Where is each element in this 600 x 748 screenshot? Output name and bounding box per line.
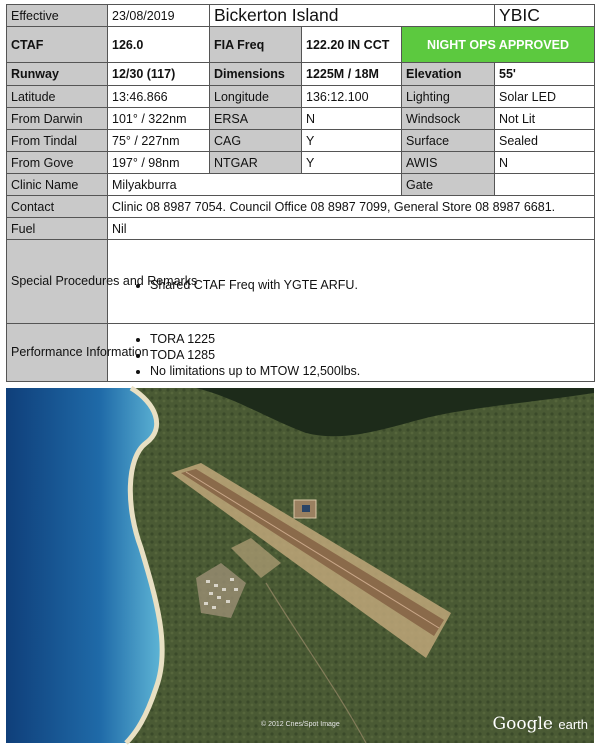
- cag-label: CAG: [210, 130, 302, 152]
- special-procedures-list: [112, 277, 590, 293]
- awis-value: N: [495, 152, 595, 174]
- gate-value: [495, 174, 595, 196]
- effective-label: Effective: [7, 5, 108, 27]
- airport-info-table: [6, 4, 595, 382]
- from-tindal-value: 75° / 227nm: [108, 130, 210, 152]
- from-tindal-label: From Tindal: [7, 130, 108, 152]
- dimensions-value: 1225M / 18M: [302, 63, 402, 86]
- contact-label: Contact: [7, 196, 108, 218]
- elevation-value: 55': [495, 63, 595, 86]
- icao-code: YBIC: [495, 5, 595, 27]
- performance-info-list: [112, 331, 590, 379]
- gate-label: Gate: [402, 174, 495, 196]
- longitude-label: Longitude: [210, 86, 302, 108]
- fia-freq-label: FIA Freq: [210, 27, 302, 63]
- runway-label: Runway: [7, 63, 108, 86]
- surface-value: Sealed: [495, 130, 595, 152]
- runway-value: 12/30 (117): [108, 63, 210, 86]
- fuel-label: Fuel: [7, 218, 108, 240]
- aerial-photo-graphic: [6, 388, 594, 743]
- ctaf-label: CTAF: [7, 27, 108, 63]
- performance-info-cell: [108, 324, 595, 382]
- aerial-photo: [6, 388, 594, 743]
- clinic-name-value: Milyakburra: [108, 174, 402, 196]
- clinic-name-label: Clinic Name: [7, 174, 108, 196]
- cag-value: Y: [302, 130, 402, 152]
- performance-item: • TODA 1285: [150, 347, 590, 363]
- latitude-value: 13:46.866: [108, 86, 210, 108]
- fuel-value: Nil: [108, 218, 595, 240]
- google-logo-text: Google: [492, 714, 553, 734]
- google-earth-logo: [493, 714, 588, 734]
- special-procedures-label: Special Procedures and Remarks: [7, 240, 108, 324]
- special-procedure-item: • Shared CTAF Freq with YGTE ARFU.: [150, 277, 590, 293]
- contact-value: Clinic 08 8987 7054. Council Office 08 8987 7099, General Store 08 8987 6681.: [108, 196, 595, 218]
- performance-item: • TORA 1225: [150, 331, 590, 347]
- ntgar-label: NTGAR: [210, 152, 302, 174]
- ntgar-value: Y: [302, 152, 402, 174]
- ctaf-value: 126.0: [108, 27, 210, 63]
- from-gove-value: 197° / 98nm: [108, 152, 210, 174]
- special-procedures-cell: [108, 240, 595, 324]
- earth-logo-text: earth: [558, 717, 588, 732]
- windsock-value: Not Lit: [495, 108, 595, 130]
- longitude-value: 136:12.100: [302, 86, 402, 108]
- ersa-value: N: [302, 108, 402, 130]
- elevation-label: Elevation: [402, 63, 495, 86]
- lighting-label: Lighting: [402, 86, 495, 108]
- ersa-label: ERSA: [210, 108, 302, 130]
- performance-info-label: Performance Information: [7, 324, 108, 382]
- fia-freq-value: 122.20 IN CCT: [302, 27, 402, 63]
- night-ops-badge: NIGHT OPS APPROVED: [402, 27, 595, 63]
- effective-date: 23/08/2019: [108, 5, 210, 27]
- from-darwin-value: 101° / 322nm: [108, 108, 210, 130]
- from-darwin-label: From Darwin: [7, 108, 108, 130]
- latitude-label: Latitude: [7, 86, 108, 108]
- performance-item: • No limitations up to MTOW 12,500lbs.: [150, 363, 590, 379]
- awis-label: AWIS: [402, 152, 495, 174]
- dimensions-label: Dimensions: [210, 63, 302, 86]
- surface-label: Surface: [402, 130, 495, 152]
- lighting-value: Solar LED: [495, 86, 595, 108]
- windsock-label: Windsock: [402, 108, 495, 130]
- airport-name: Bickerton Island: [210, 5, 495, 27]
- from-gove-label: From Gove: [7, 152, 108, 174]
- image-copyright: © 2012 Cnes/Spot Image: [261, 721, 340, 728]
